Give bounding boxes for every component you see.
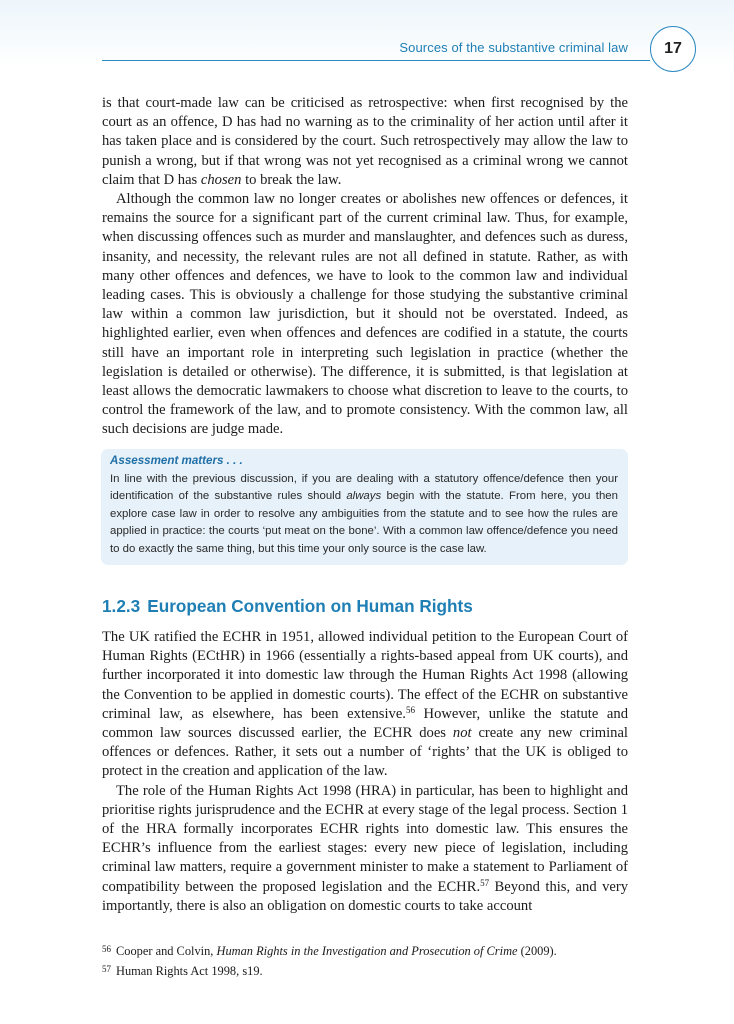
paragraph-4: The role of the Human Rights Act 1998 (HRA) in particular, has been to highlight and prioritise rights jurisprudence and the ECHR at every stage of the legal process. Section 1 of the HRA formally incorporates ECHR rights into domestic law. This ensures the ECHR’s influence from the earliest stages: every new piece of legislation, including criminal law matters, require a government minister to make a statement to Parliament of compatibility between the proposed legislation and the ECHR.$^{57}$ Beyond this, and very importantly, there is also an obligation on domestic courts to take account <box>102 782 628 914</box>
footnote-ref-56[interactable]: 56 <box>405 704 415 715</box>
assessment-matters-box <box>101 449 628 565</box>
body-text-top <box>102 94 628 440</box>
footnotes <box>102 940 632 980</box>
footnote-57: $^{57}$ Human Rights Act 1998, s19. <box>102 964 263 978</box>
section-title: European Convention on Human Rights <box>147 596 473 616</box>
running-head: Sources of the substantive criminal law <box>399 40 628 55</box>
paragraph-2: Although the common law no longer creates or abolishes new offences or defences, it remains the source for a significant part of the current criminal law. Thus, for example, when discussing offences such as murder and manslaughter, and defences such as duress, insanity, and necessity, the relevant rules are not all defined in statute. Rather, as with many other offences and defences, we have to look to the common law and individual leading cases. This is obviously a challenge for those studying the substantive criminal law within a common law jurisdiction, but it should not be overstated. Indeed, as highlighted earlier, even when offences and defences are codified in a statute, the courts still have an important role in interpreting such legislation in practice (whether the legislation is detailed or otherwise). The difference, it is submitted, is that legislation at least allows the democratic lawmakers to choose what discretion to leave to the courts, to control the framework of the law, and to promote consistency. With the common law, all such decisions are judge made. <box>102 191 628 438</box>
assessment-matters-title: Assessment matters . . . <box>110 454 243 467</box>
header-band <box>0 0 734 66</box>
footnote-ref-57[interactable]: 57 <box>480 877 490 888</box>
paragraph-3: The UK ratified the ECHR in 1951, allowed individual petition to the European Court of Human Rights (ECtHR) in 1966 (essentially a rights-based appeal from UK courts), and further incorporated it into domestic law through the Human Rights Act 1998 (allowing the Convention to be applied in domestic courts). The effect of the ECHR on substantive criminal law, as elsewhere, has been extensive.$^{56}$ However, unlike the statute and common law sources discussed earlier, the ECHR does not create any new criminal offences or defences. Rather, it sets out a number of ‘rights’ that the UK is obliged to protect in the creation and application of the law. <box>102 629 629 780</box>
paragraph-1: is that court-made law can be criticised as retrospective: when first recognised by the court as an offence, D has had no warning as to the criminality of her action until after it has taken place and is considered by the court. Such retrospectively may allow the law to punish a wrong, but if that wrong was not yet recognised as a criminal wrong we cannot claim that D has chosen to break the law. <box>102 95 628 188</box>
section-heading <box>102 596 473 617</box>
header-rule <box>102 60 650 61</box>
section-number: 1.2.3 <box>102 596 141 616</box>
footnote-56: $^{56}$ Cooper and Colvin, Human Rights in the Investigation and Prosecution of Crime (2009). <box>102 944 557 958</box>
body-text-bottom <box>102 628 628 916</box>
assessment-matters-text: In line with the previous discussion, if you are dealing with a statutory offence/defence then your identification of the substantive rules should always begin with the statute. From here, you then explore case law in order to resolve any ambiguities from the statute and to see how the rules are applied in practice: the courts ‘put meat on the bone’. With a common law offence/defence you need to do exactly the same thing, but this time your only source is the case law. <box>110 473 618 555</box>
page-number: 17 <box>650 26 696 72</box>
